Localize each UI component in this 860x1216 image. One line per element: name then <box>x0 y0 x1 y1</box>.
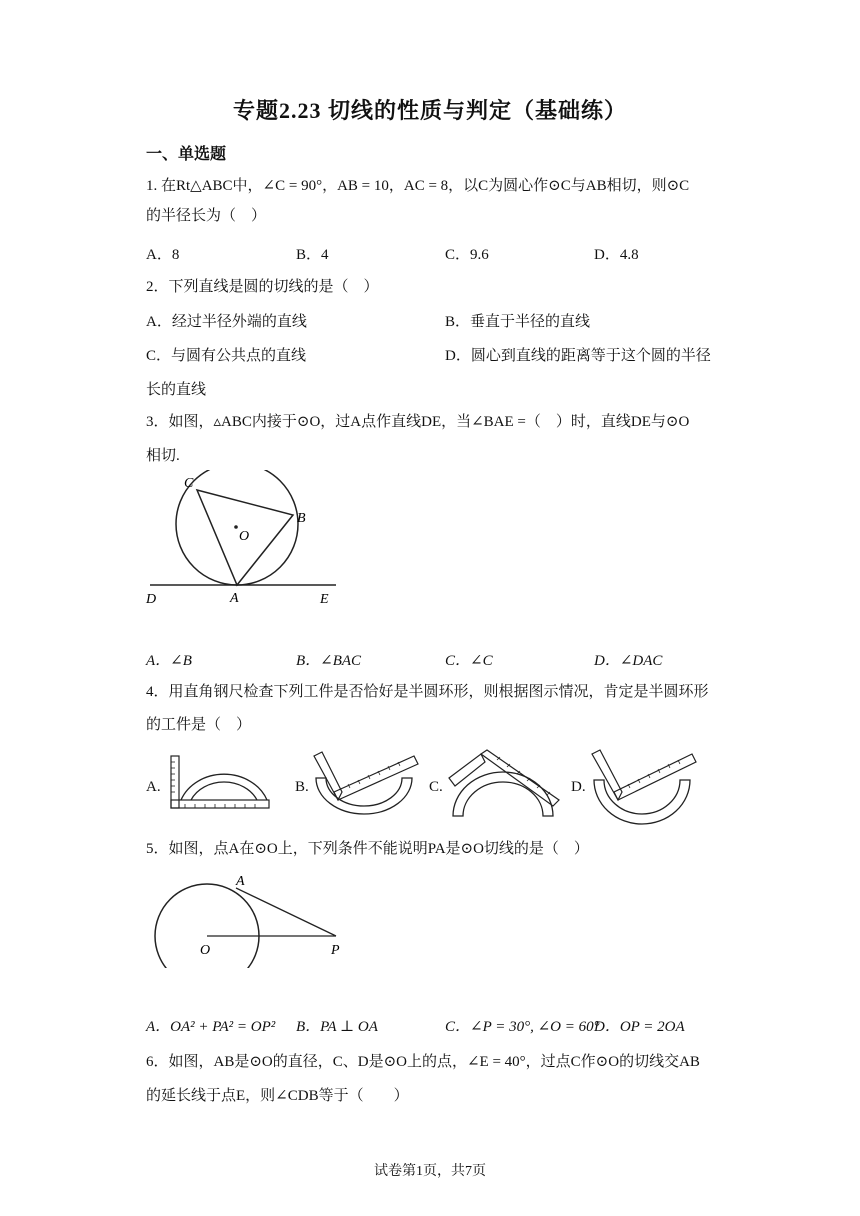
q4-label-c: C. <box>429 779 443 795</box>
q4-stem-line2: 的工件是（ ） <box>146 717 252 733</box>
q2-option-d-wrap: 长的直线 <box>146 382 207 398</box>
q6-stem-line2: 的延长线于点E，则∠CDB等于（ ） <box>146 1088 409 1104</box>
q3-option-c: C．∠C <box>445 653 493 669</box>
q3-figure <box>140 470 350 615</box>
q2-stem: 2．下列直线是圆的切线的是（ ） <box>146 279 379 295</box>
q3-label-a: A <box>230 591 239 606</box>
q2-option-a: A．经过半径外端的直线 <box>146 314 307 330</box>
q4-label-b: B. <box>295 779 309 795</box>
page-footer: 试卷第1页，共7页 <box>374 1164 486 1179</box>
q2-option-c: C．与圆有公共点的直线 <box>146 348 307 364</box>
q5-option-d: D．OP = 2OA <box>594 1019 685 1035</box>
section-heading: 一、单选题 <box>146 146 227 163</box>
q1-option-c: C．9.6 <box>445 247 489 263</box>
q5-figure <box>150 868 360 968</box>
q4-figure-c <box>445 748 563 820</box>
q3-stem-line1: 3．如图，▵ABC内接于⊙O，过A点作直线DE，当∠BAE =（ ）时，直线DE与⊙O <box>146 414 690 430</box>
q3-option-a: A．∠B <box>146 653 192 669</box>
q2-option-b: B．垂直于半径的直线 <box>445 314 591 330</box>
q4-figure-d <box>588 748 698 828</box>
page-title: 专题2.23 切线的性质与判定（基础练） <box>232 98 627 123</box>
q3-label-e: E <box>320 592 329 607</box>
q1-option-a: A．8 <box>146 247 180 263</box>
q5-label-p: P <box>331 943 340 958</box>
q5-option-a: A．OA² + PA² = OP² <box>146 1019 276 1035</box>
q6-stem-line1: 6．如图，AB是⊙O的直径，C、D是⊙O上的点，∠E = 40°，过点C作⊙O的切线交AB <box>146 1054 700 1070</box>
q3-stem-line2: 相切. <box>146 448 180 464</box>
q4-label-a: A. <box>146 779 161 795</box>
q5-label-a: A <box>236 874 245 889</box>
q2-option-d: D．圆心到直线的距离等于这个圆的半径 <box>445 348 711 364</box>
q5-stem: 5．如图，点A在⊙O上，下列条件不能说明PA是⊙O切线的是（ ） <box>146 841 589 857</box>
q1-option-b: B．4 <box>296 247 329 263</box>
q3-label-d: D <box>146 592 157 607</box>
q3-option-d: D．∠DAC <box>594 653 663 669</box>
q3-label-b: B <box>297 511 306 526</box>
q1-option-d: D．4.8 <box>594 247 639 263</box>
q5-option-c: C．∠P = 30°, ∠O = 60° <box>445 1019 600 1035</box>
q5-option-b: B．PA ⊥ OA <box>296 1019 378 1035</box>
q1-stem-line1: 1. 在Rt△ABC中，∠C = 90°，AB = 10，AC = 8，以C为圆心作⊙C与AB相切，则⊙C <box>146 178 690 194</box>
q1-stem-line2: 的半径长为（ ） <box>146 208 267 224</box>
q4-figure-b <box>310 748 420 820</box>
q3-label-c: C <box>184 476 194 491</box>
q3-option-b: B．∠BAC <box>296 653 362 669</box>
q5-label-o: O <box>200 943 211 958</box>
q3-label-o: O <box>239 529 250 544</box>
q4-figure-a <box>165 752 275 812</box>
q4-label-d: D. <box>571 779 586 795</box>
q4-stem-line1: 4．用直角钢尺检查下列工件是否恰好是半圆环形，则根据图示情况，肯定是半圆环形 <box>146 684 709 700</box>
